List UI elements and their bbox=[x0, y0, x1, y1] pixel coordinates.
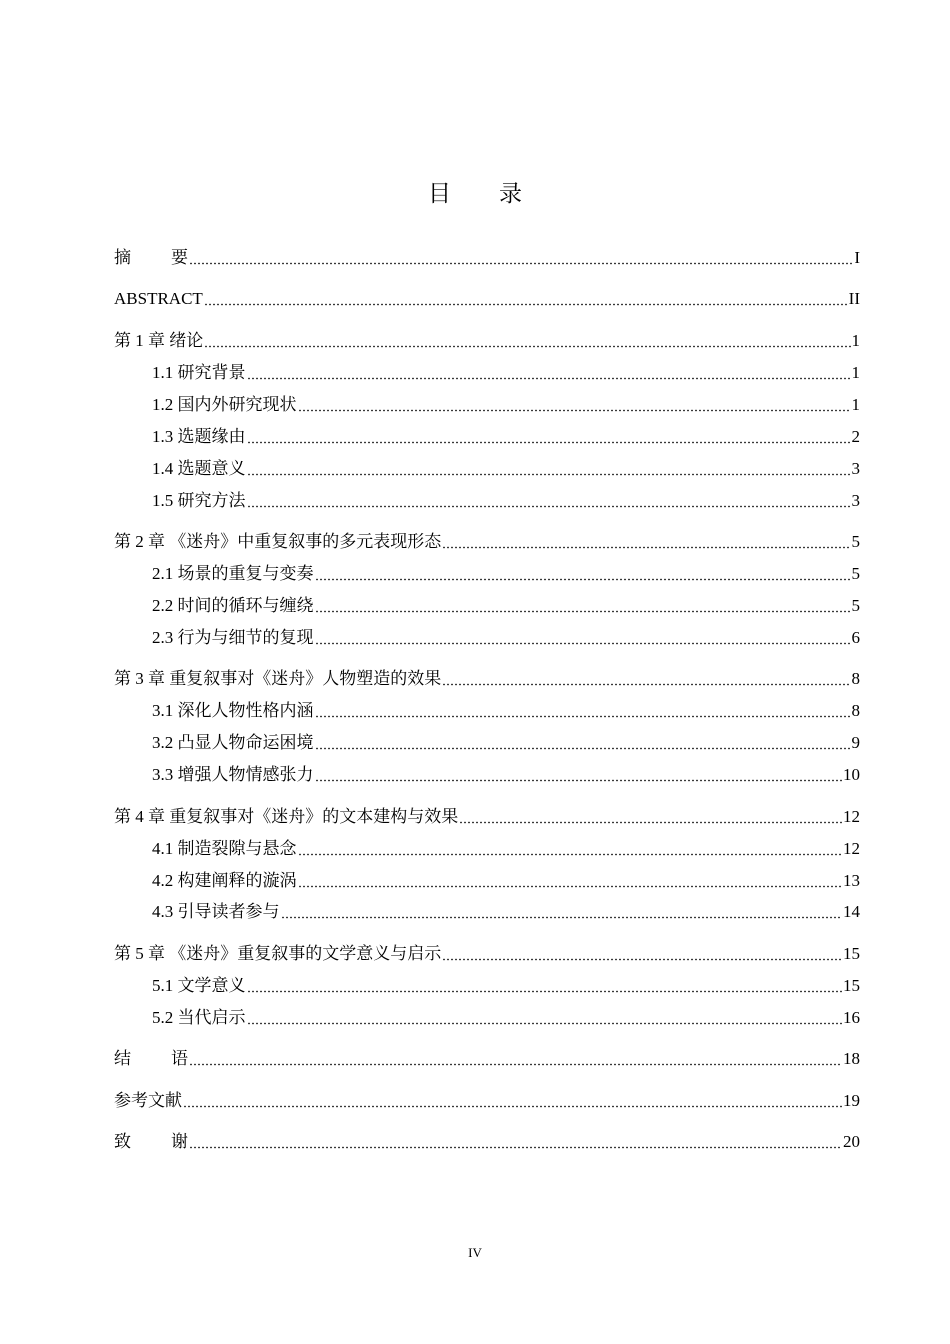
dot-leader bbox=[442, 955, 842, 961]
toc-entry-page: 5 bbox=[851, 564, 860, 583]
toc-entry-label: 5.1 文学意义 bbox=[152, 976, 246, 995]
toc-entry-page: 3 bbox=[851, 459, 860, 478]
dot-leader bbox=[189, 259, 853, 265]
toc-entry-label: 1.1 研究背景 bbox=[152, 363, 246, 382]
toc-entry-section-2-1[interactable] bbox=[152, 562, 860, 586]
dot-leader bbox=[247, 987, 843, 993]
page-title bbox=[0, 178, 950, 210]
toc-entry-chapter-5[interactable] bbox=[114, 942, 860, 966]
toc-entry-section-1-1[interactable] bbox=[152, 361, 860, 385]
toc-entry-abstract-cn[interactable] bbox=[114, 246, 860, 270]
toc-entry-label: 1.5 研究方法 bbox=[152, 491, 246, 510]
toc-entry-page: 12 bbox=[843, 839, 860, 858]
toc-entry-label: 3.2 凸显人物命运困境 bbox=[152, 733, 314, 752]
toc-entry-section-1-2[interactable] bbox=[152, 393, 860, 417]
dot-leader bbox=[204, 300, 848, 306]
dot-leader bbox=[189, 1143, 842, 1149]
dot-leader bbox=[315, 639, 851, 645]
toc-entry-section-4-2[interactable] bbox=[152, 869, 860, 893]
dot-leader bbox=[247, 438, 851, 444]
dot-leader bbox=[442, 543, 850, 549]
toc-entry-conclusion[interactable] bbox=[114, 1047, 860, 1071]
toc-entry-page: 1 bbox=[851, 363, 860, 382]
toc-entry-page: 1 bbox=[851, 331, 860, 350]
dot-leader bbox=[247, 1019, 843, 1025]
toc-entry-section-3-1[interactable] bbox=[152, 699, 860, 723]
toc-entry-label: 3.3 增强人物情感张力 bbox=[152, 765, 314, 784]
title-char-right: 录 bbox=[499, 181, 522, 206]
toc-entry-label: 1.2 国内外研究现状 bbox=[152, 395, 297, 414]
toc-entry-label: 4.1 制造裂隙与悬念 bbox=[152, 839, 297, 858]
toc-entry-section-4-3[interactable] bbox=[152, 900, 860, 924]
toc-entry-section-3-3[interactable] bbox=[152, 763, 860, 787]
toc-entry-page: 15 bbox=[843, 976, 860, 995]
title-char-left: 目 bbox=[428, 181, 451, 206]
dot-leader bbox=[189, 1060, 842, 1066]
dot-leader bbox=[247, 374, 851, 380]
toc-entry-page: 16 bbox=[843, 1008, 860, 1027]
dot-leader bbox=[315, 744, 851, 750]
toc-entry-label: 2.1 场景的重复与变奏 bbox=[152, 564, 314, 583]
dot-leader bbox=[281, 913, 843, 919]
toc-entry-page: 14 bbox=[843, 902, 860, 921]
toc-entry-label: 结 语 bbox=[114, 1049, 188, 1068]
toc-entry-page: II bbox=[848, 289, 860, 308]
toc-entry-page: 5 bbox=[851, 596, 860, 615]
toc-entry-section-5-2[interactable] bbox=[152, 1006, 860, 1030]
toc-entry-label: 3.1 深化人物性格内涵 bbox=[152, 701, 314, 720]
toc-entry-label: 第 3 章 重复叙事对《迷舟》人物塑造的效果 bbox=[114, 669, 442, 688]
toc-entry-page: 13 bbox=[843, 871, 860, 890]
toc-entry-section-1-3[interactable] bbox=[152, 425, 860, 449]
dot-leader bbox=[315, 712, 851, 718]
toc-entry-label: 第 1 章 绪论 bbox=[114, 331, 204, 350]
dot-leader bbox=[315, 607, 851, 613]
dot-leader bbox=[442, 680, 850, 686]
toc-entry-acknowledgements[interactable] bbox=[114, 1130, 860, 1154]
toc-entry-label: 4.2 构建阐释的漩涡 bbox=[152, 871, 297, 890]
toc-entry-label: 第 5 章 《迷舟》重复叙事的文学意义与启示 bbox=[114, 944, 442, 963]
toc-entry-label: 5.2 当代启示 bbox=[152, 1008, 246, 1027]
toc-entry-label: 参考文献 bbox=[114, 1091, 182, 1110]
toc-entry-chapter-1[interactable] bbox=[114, 329, 860, 353]
dot-leader bbox=[204, 342, 850, 348]
toc-entry-page: 9 bbox=[851, 733, 860, 752]
dot-leader bbox=[315, 776, 843, 782]
page-number-footer: IV bbox=[468, 1245, 482, 1260]
toc-entry-section-1-5[interactable] bbox=[152, 489, 860, 513]
dot-leader bbox=[298, 850, 843, 856]
toc-entry-page: 8 bbox=[851, 701, 860, 720]
toc-entry-label: 2.3 行为与细节的复现 bbox=[152, 628, 314, 647]
dot-leader bbox=[247, 470, 851, 476]
toc-entry-section-4-1[interactable] bbox=[152, 837, 860, 861]
toc-entry-chapter-4[interactable] bbox=[114, 805, 860, 829]
toc-entry-page: 3 bbox=[851, 491, 860, 510]
toc-entry-page: 8 bbox=[851, 669, 860, 688]
toc-entry-label: ABSTRACT bbox=[114, 289, 203, 308]
dot-leader bbox=[247, 502, 851, 508]
toc-entry-label: 1.3 选题缘由 bbox=[152, 427, 246, 446]
toc-entry-page: 10 bbox=[843, 765, 860, 784]
toc-entry-label: 1.4 选题意义 bbox=[152, 459, 246, 478]
toc-entry-page: 12 bbox=[843, 807, 860, 826]
toc-entry-label: 摘 要 bbox=[114, 248, 188, 267]
dot-leader bbox=[183, 1102, 842, 1108]
toc-entry-section-2-3[interactable] bbox=[152, 626, 860, 650]
toc-entry-page: I bbox=[854, 248, 860, 267]
toc-entry-section-5-1[interactable] bbox=[152, 974, 860, 998]
dot-leader bbox=[459, 818, 842, 824]
toc-entry-page: 19 bbox=[843, 1091, 860, 1110]
toc-entry-page: 20 bbox=[843, 1132, 860, 1151]
toc-entry-page: 6 bbox=[851, 628, 860, 647]
toc-entry-chapter-3[interactable] bbox=[114, 667, 860, 691]
toc-entry-page: 15 bbox=[843, 944, 860, 963]
toc-entry-page: 2 bbox=[851, 427, 860, 446]
toc-entry-label: 4.3 引导读者参与 bbox=[152, 902, 280, 921]
toc-entry-section-1-4[interactable] bbox=[152, 457, 860, 481]
toc-entry-label: 2.2 时间的循环与缠绕 bbox=[152, 596, 314, 615]
toc-entry-label: 第 2 章 《迷舟》中重复叙事的多元表现形态 bbox=[114, 532, 442, 551]
toc-entry-page: 5 bbox=[851, 532, 860, 551]
toc-entry-abstract-en[interactable] bbox=[114, 287, 860, 311]
toc-entry-page: 18 bbox=[843, 1049, 860, 1068]
toc-entry-page: 1 bbox=[851, 395, 860, 414]
toc-entry-label: 第 4 章 重复叙事对《迷舟》的文本建构与效果 bbox=[114, 807, 459, 826]
toc-entry-label: 致 谢 bbox=[114, 1132, 188, 1151]
toc-entry-section-2-2[interactable] bbox=[152, 594, 860, 618]
toc-entry-section-3-2[interactable] bbox=[152, 731, 860, 755]
dot-leader bbox=[315, 575, 851, 581]
dot-leader bbox=[298, 882, 843, 888]
toc-entry-references[interactable] bbox=[114, 1089, 860, 1113]
toc-entry-chapter-2[interactable] bbox=[114, 530, 860, 554]
dot-leader bbox=[298, 406, 851, 412]
